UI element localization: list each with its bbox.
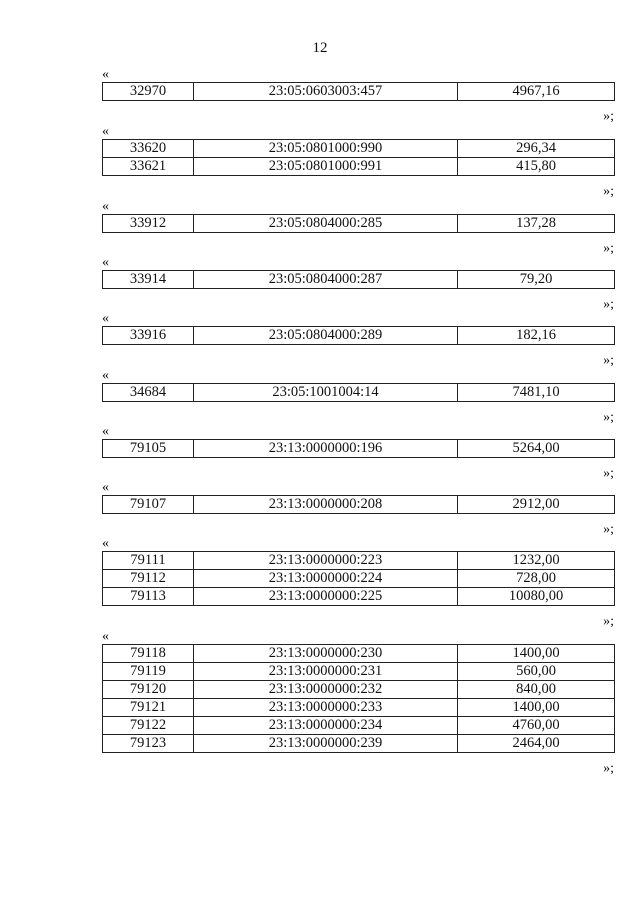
table-row [103,588,615,606]
area-value: 7481,10 [458,384,615,402]
row-number: 33916 [103,327,194,345]
table-row [103,215,615,233]
table-row [103,158,615,176]
cadastral-number: 23:13:0000000:239 [194,735,458,753]
table-row [103,717,615,735]
table-row [103,384,615,402]
cadastral-number: 23:13:0000000:224 [194,570,458,588]
area-value: 296,34 [458,140,615,158]
parcel-table [102,439,615,458]
cadastral-number: 23:13:0000000:234 [194,717,458,735]
row-number: 79119 [103,663,194,681]
cadastral-number: 23:13:0000000:230 [194,645,458,663]
table-row [103,645,615,663]
close-quote: »; [603,297,614,312]
row-number: 79107 [103,496,194,514]
amendment-block [102,630,614,788]
close-quote: »; [603,410,614,425]
close-quote: »; [603,466,614,481]
table-row [103,440,615,458]
close-quote: »; [603,522,614,537]
open-quote: « [102,480,109,495]
open-quote: « [102,199,109,214]
table-row [103,681,615,699]
row-number: 79122 [103,717,194,735]
parcel-table [102,551,615,606]
cadastral-number: 23:13:0000000:223 [194,552,458,570]
row-number: 79105 [103,440,194,458]
parcel-table [102,495,615,514]
close-quote: »; [603,761,614,776]
open-quote: « [102,629,109,644]
area-value: 1232,00 [458,552,615,570]
close-quote: »; [603,614,614,629]
area-value: 1400,00 [458,699,615,717]
parcel-table [102,383,615,402]
open-quote: « [102,368,109,383]
open-quote: « [102,536,109,551]
table-row [103,699,615,717]
row-number: 79121 [103,699,194,717]
area-value: 4760,00 [458,717,615,735]
parcel-table [102,270,615,289]
table-row [103,552,615,570]
area-value: 415,80 [458,158,615,176]
row-number: 79118 [103,645,194,663]
close-quote: »; [603,353,614,368]
area-value: 840,00 [458,681,615,699]
amendment-block [102,537,614,641]
page-number: 12 [312,40,328,56]
table-row [103,271,615,289]
cadastral-number: 23:05:0801000:991 [194,158,458,176]
cadastral-number: 23:05:0804000:285 [194,215,458,233]
area-value: 79,20 [458,271,615,289]
row-number: 33620 [103,140,194,158]
table-row [103,570,615,588]
row-number: 33621 [103,158,194,176]
cadastral-number: 23:13:0000000:208 [194,496,458,514]
cadastral-number: 23:05:0603003:457 [194,83,458,101]
area-value: 182,16 [458,327,615,345]
cadastral-number: 23:13:0000000:233 [194,699,458,717]
cadastral-number: 23:13:0000000:196 [194,440,458,458]
table-row [103,327,615,345]
open-quote: « [102,311,109,326]
close-quote: »; [603,109,614,124]
area-value: 2464,00 [458,735,615,753]
area-value: 2912,00 [458,496,615,514]
row-number: 34684 [103,384,194,402]
area-value: 10080,00 [458,588,615,606]
table-row [103,735,615,753]
row-number: 79120 [103,681,194,699]
open-quote: « [102,424,109,439]
row-number: 33914 [103,271,194,289]
area-value: 137,28 [458,215,615,233]
table-row [103,663,615,681]
parcel-table [102,326,615,345]
table-row [103,140,615,158]
close-quote: »; [603,241,614,256]
parcel-table [102,139,615,176]
cadastral-number: 23:05:0804000:289 [194,327,458,345]
parcel-table [102,82,615,101]
table-row [103,83,615,101]
cadastral-number: 23:13:0000000:225 [194,588,458,606]
row-number: 79112 [103,570,194,588]
area-value: 4967,16 [458,83,615,101]
parcel-table [102,214,615,233]
cadastral-number: 23:05:0801000:990 [194,140,458,158]
table-row [103,496,615,514]
area-value: 5264,00 [458,440,615,458]
cadastral-number: 23:13:0000000:232 [194,681,458,699]
row-number: 79111 [103,552,194,570]
open-quote: « [102,255,109,270]
parcel-table [102,644,615,753]
row-number: 79113 [103,588,194,606]
cadastral-number: 23:05:1001004:14 [194,384,458,402]
area-value: 728,00 [458,570,615,588]
row-number: 79123 [103,735,194,753]
amendment-block [102,125,614,211]
area-value: 560,00 [458,663,615,681]
row-number: 33912 [103,215,194,233]
open-quote: « [102,124,109,139]
open-quote: « [102,67,109,82]
cadastral-number: 23:05:0804000:287 [194,271,458,289]
cadastral-number: 23:13:0000000:231 [194,663,458,681]
row-number: 32970 [103,83,194,101]
close-quote: »; [603,184,614,199]
area-value: 1400,00 [458,645,615,663]
